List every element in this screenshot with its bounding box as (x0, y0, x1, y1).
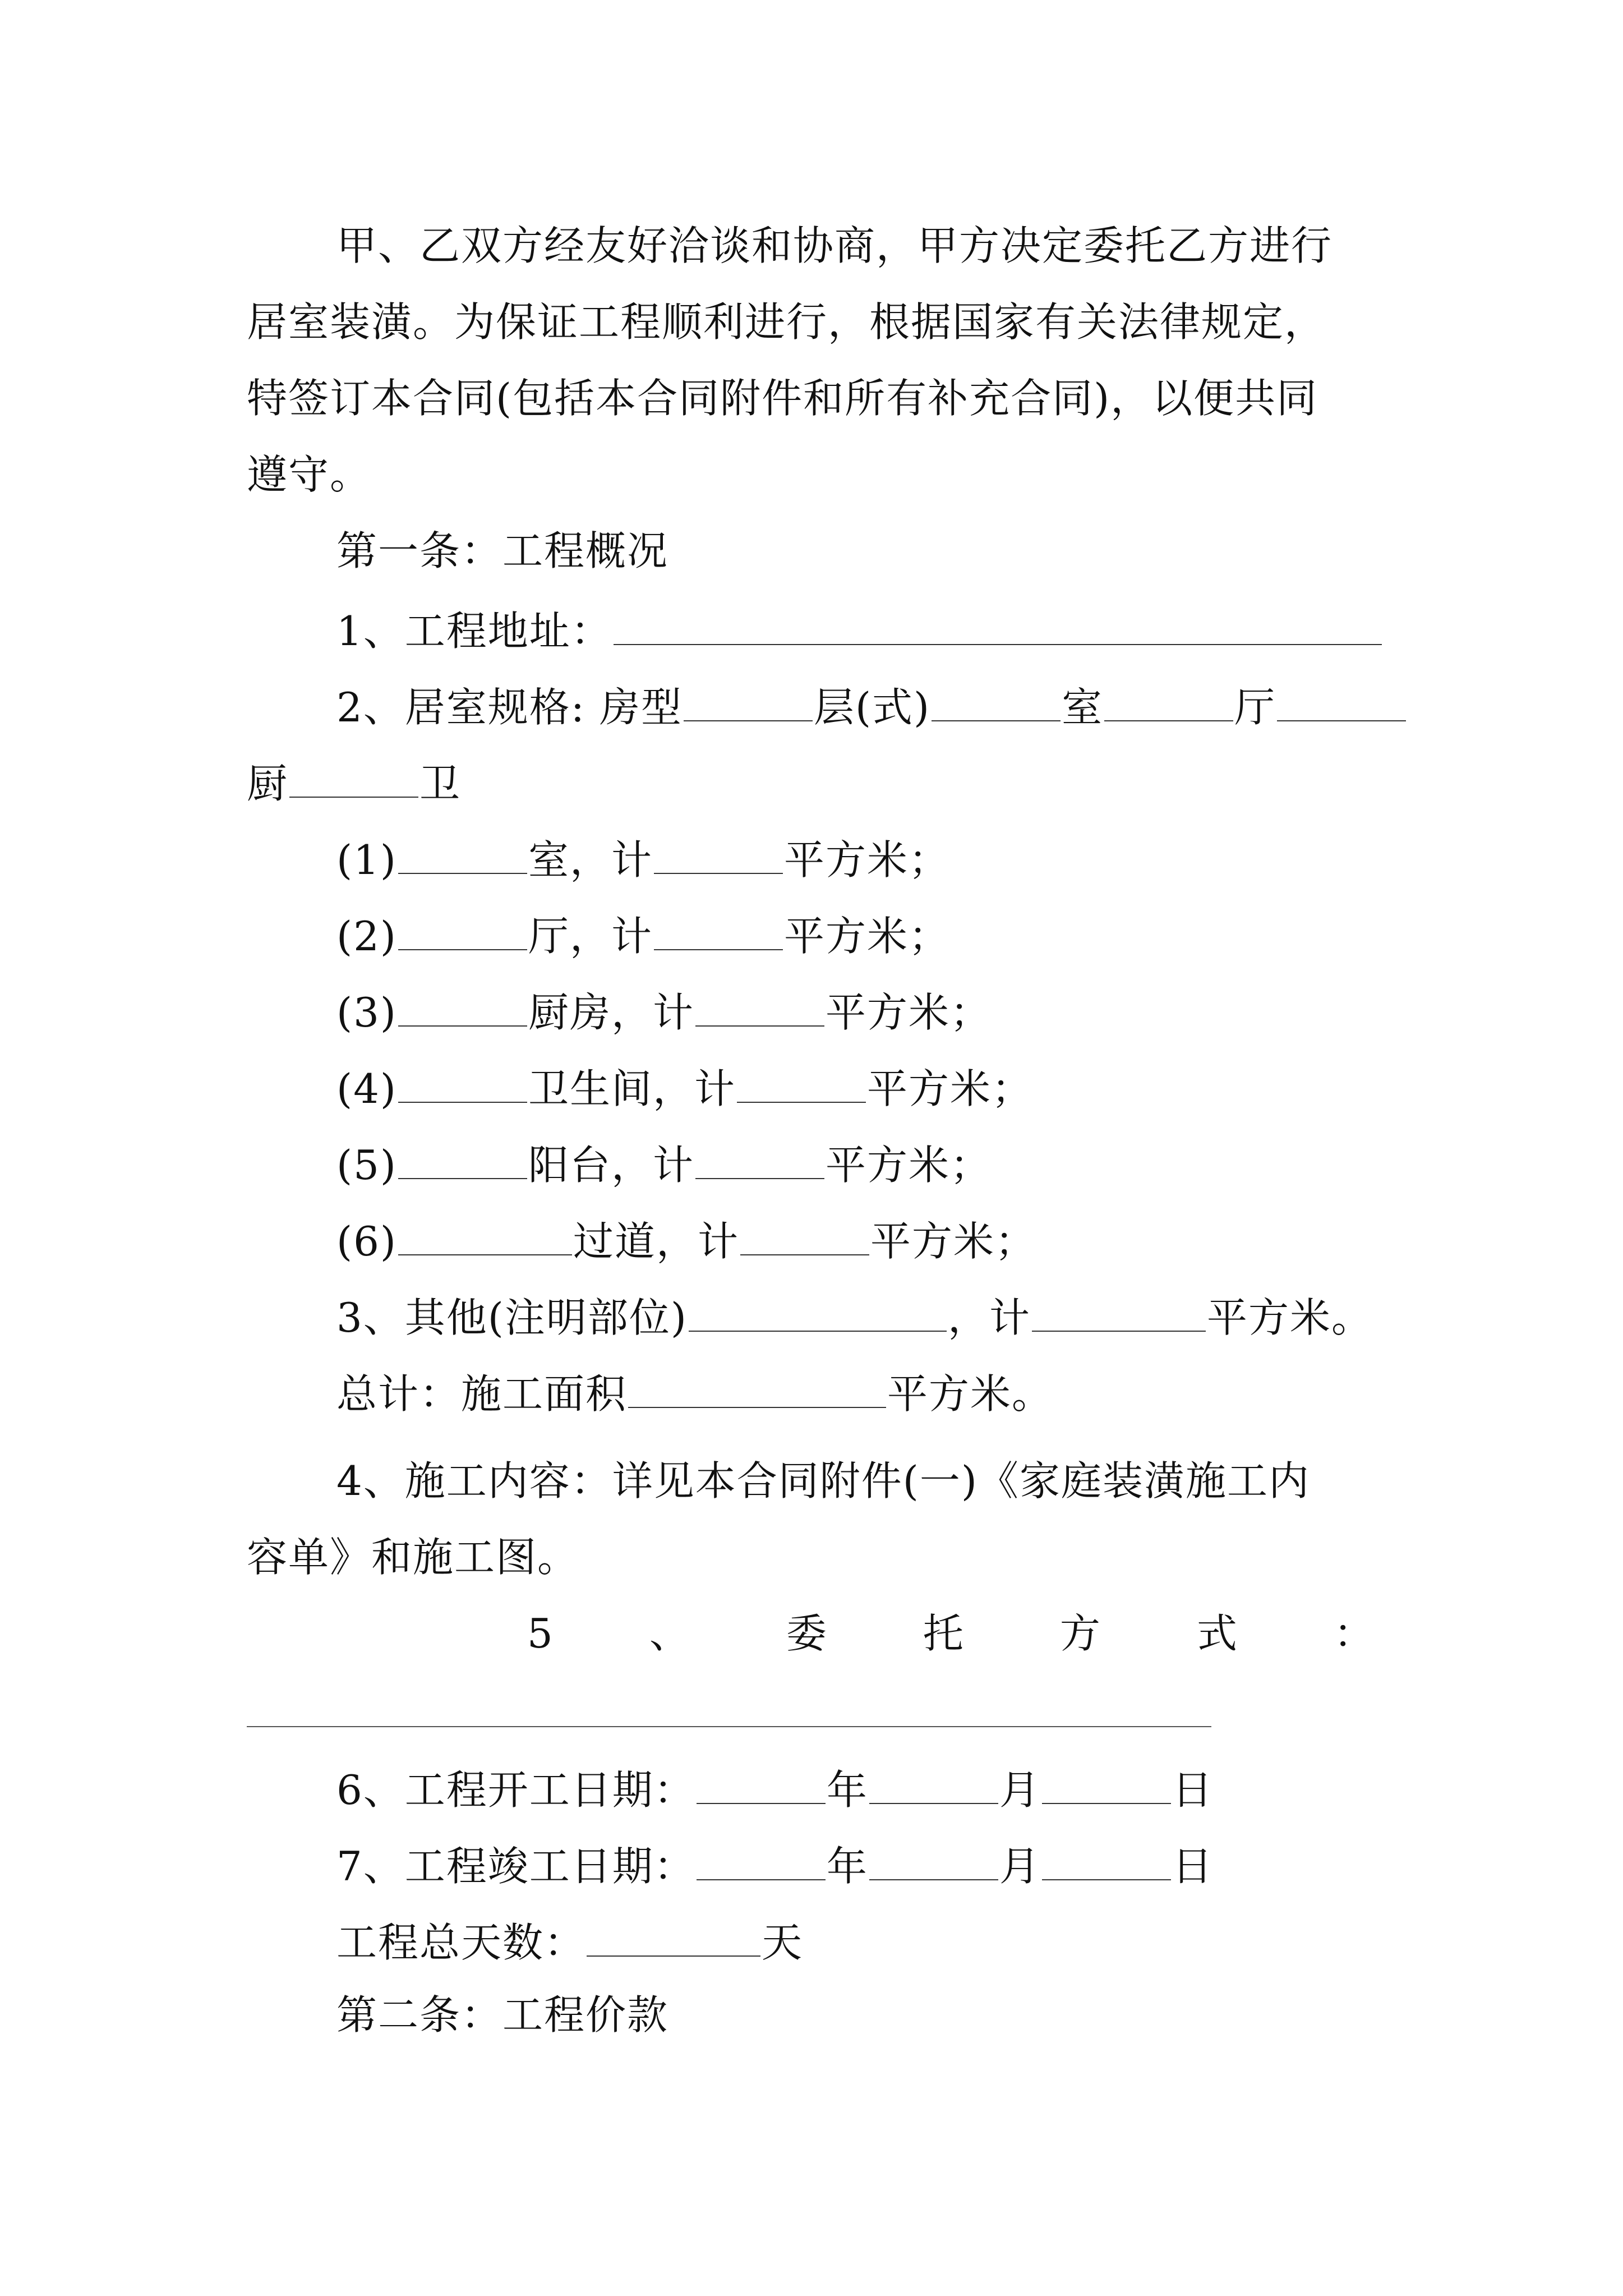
chu-blank (289, 760, 418, 798)
room-area-blank (695, 988, 824, 1027)
address-blank (614, 607, 1382, 645)
room-num: (3) (336, 989, 397, 1036)
intro-line-4: 遵守。 (247, 451, 372, 498)
room-row (336, 1217, 1037, 1265)
room-num: (1) (336, 836, 397, 884)
room-name: 卫生间，计 (528, 1065, 736, 1112)
item-2-continuation (247, 760, 462, 807)
ting-blank (1277, 683, 1406, 721)
commission-method-blank (247, 1726, 1211, 1727)
intro-line-3: 特签订本合同(包括本合同附件和所有补充合同)，以便共同 (247, 375, 1318, 422)
total-label: 总计：施工面积 (336, 1370, 628, 1418)
day-label: 日 (1172, 1766, 1214, 1814)
room-name: 阳台，计 (528, 1142, 695, 1189)
room-area-blank (740, 1217, 869, 1255)
total-unit: 平方米。 (887, 1370, 1054, 1418)
room-name: 过道，计 (573, 1218, 740, 1265)
room-row (336, 988, 992, 1036)
room-count-blank (398, 1217, 572, 1255)
chu-label: 厨 (247, 760, 289, 807)
item-3-ji: ，计 (948, 1294, 1031, 1341)
item-3-unit: 平方米。 (1207, 1294, 1373, 1341)
month-label: 月 (999, 1766, 1041, 1814)
room-name: 室，计 (528, 836, 653, 884)
room-unit: 平方米； (784, 836, 951, 884)
room-count-blank (398, 836, 527, 874)
year-label: 年 (826, 1766, 868, 1814)
room-area-blank (695, 1141, 824, 1179)
room-num: (6) (336, 1218, 397, 1265)
room-count-blank (398, 1065, 527, 1103)
house-type-blank (684, 683, 813, 721)
shi-blank (1104, 683, 1233, 721)
item-2-room-spec (336, 683, 1407, 731)
day-label: 日 (1172, 1843, 1214, 1890)
total-days-unit: 天 (762, 1919, 804, 1966)
item-2-label: 2、居室规格: 房型 (336, 684, 683, 731)
total-days-blank (587, 1918, 760, 1957)
item-4-line-1: 4、施工内容：详见本合同附件(一)《家庭装潢施工内 (336, 1457, 1310, 1504)
room-area-blank (654, 836, 783, 874)
room-count-blank (398, 1141, 527, 1179)
total-area-blank (628, 1370, 886, 1408)
total-area (336, 1370, 1054, 1418)
item-5-char: ： (1333, 1610, 1374, 1657)
item-5-commission-method (527, 1610, 1374, 1657)
item-5-char: 方 (1059, 1610, 1100, 1657)
item-3-label: 3、其他(注明部位) (336, 1294, 688, 1341)
ting-label: 厅 (1234, 684, 1276, 731)
item-6-start-date (336, 1766, 1214, 1814)
total-days (336, 1918, 804, 1966)
room-name: 厅，计 (528, 913, 653, 960)
item-4-line-2: 容单》和施工图。 (247, 1534, 579, 1581)
ceng-blank (932, 683, 1061, 721)
room-row (336, 1065, 1034, 1112)
month-label: 月 (999, 1843, 1041, 1890)
room-num: (5) (336, 1142, 397, 1189)
room-count-blank (398, 912, 527, 950)
room-row (336, 836, 951, 884)
intro-line-2: 居室装潢。为保证工程顺利进行，根据国家有关法律规定， (247, 298, 1326, 346)
start-day-blank (1042, 1766, 1171, 1804)
start-year-blank (697, 1766, 826, 1804)
item-1-address (336, 607, 1383, 655)
year-label: 年 (826, 1843, 868, 1890)
total-days-label: 工程总天数： (336, 1919, 586, 1966)
room-row (336, 1141, 992, 1189)
room-unit: 平方米； (826, 1142, 992, 1189)
item-5-char: 、 (649, 1610, 690, 1657)
room-count-blank (398, 988, 527, 1027)
room-num: (4) (336, 1065, 397, 1112)
start-month-blank (869, 1766, 998, 1804)
item-5-char: 5 (527, 1610, 553, 1657)
item-3-other (336, 1294, 1373, 1341)
item-5-char: 式 (1196, 1610, 1237, 1657)
shi-label: 室 (1062, 684, 1104, 731)
item-5-char: 委 (786, 1610, 827, 1657)
room-num: (2) (336, 913, 397, 960)
room-name: 厨房，计 (528, 989, 695, 1036)
item-7-label: 7、工程竣工日期： (336, 1843, 695, 1890)
end-year-blank (697, 1842, 826, 1880)
ceng-label: 层(式) (813, 684, 931, 731)
article-2-title: 第二条：工程价款 (336, 1991, 669, 2039)
article-1-title: 第一条：工程概况 (336, 527, 669, 574)
wei-label: 卫 (419, 760, 462, 807)
room-row (336, 912, 951, 960)
room-area-blank (737, 1065, 866, 1103)
room-area-blank (654, 912, 783, 950)
item-5-char: 托 (923, 1610, 963, 1657)
room-unit: 平方米； (784, 913, 951, 960)
item-7-end-date (336, 1842, 1214, 1890)
other-location-blank (689, 1294, 947, 1332)
end-month-blank (869, 1842, 998, 1880)
item-1-label: 1、工程地址： (336, 608, 612, 655)
intro-line-1: 甲、乙双方经友好洽谈和协商，甲方决定委托乙方进行 (336, 222, 1333, 269)
room-unit: 平方米； (867, 1065, 1034, 1112)
item-6-label: 6、工程开工日期： (336, 1766, 695, 1814)
room-unit: 平方米； (826, 989, 992, 1036)
end-day-blank (1042, 1842, 1171, 1880)
room-unit: 平方米； (870, 1218, 1037, 1265)
other-area-blank (1032, 1294, 1206, 1332)
